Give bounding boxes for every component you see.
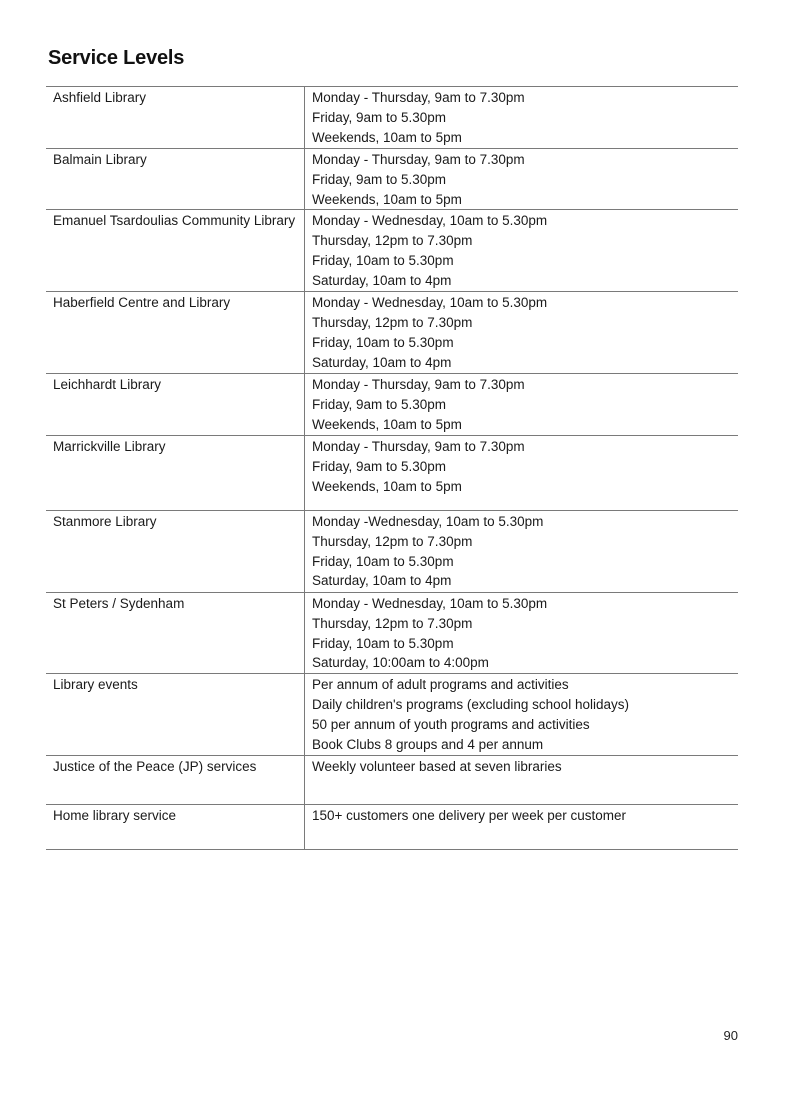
service-level-cell <box>305 87 739 149</box>
service-level-line: Weekends, 10am to 5pm <box>312 191 462 207</box>
service-level-line: Friday, 9am to 5.30pm <box>312 109 447 125</box>
service-level-line: Friday, 9am to 5.30pm <box>312 171 447 187</box>
table-row <box>46 592 738 674</box>
service-level-cell <box>305 674 739 756</box>
table-row <box>46 674 738 756</box>
service-level-line: Monday - Thursday, 9am to 7.30pm <box>312 151 525 167</box>
table-row <box>46 510 738 592</box>
service-name-cell: Haberfield Centre and Library <box>46 292 305 374</box>
service-level-line: Saturday, 10am to 4pm <box>312 354 452 370</box>
service-level-cell <box>305 373 739 435</box>
service-level-line: Weekends, 10am to 5pm <box>312 416 462 432</box>
service-level-line: Friday, 10am to 5.30pm <box>312 635 454 651</box>
table-row <box>46 804 738 849</box>
service-level-cell <box>305 592 739 674</box>
service-level-line: Monday - Wednesday, 10am to 5.30pm <box>312 295 548 311</box>
service-level-line: Monday - Wednesday, 10am to 5.30pm <box>312 213 548 229</box>
service-name-cell: Marrickville Library <box>46 435 305 510</box>
service-level-line: Thursday, 12pm to 7.30pm <box>312 233 473 249</box>
service-level-line: Friday, 9am to 5.30pm <box>312 396 447 412</box>
service-name-cell: Emanuel Tsardoulias Community Library <box>46 210 305 292</box>
service-level-line: Weekends, 10am to 5pm <box>312 478 462 494</box>
service-level-line: Thursday, 12pm to 7.30pm <box>312 314 473 330</box>
service-level-line: Saturday, 10:00am to 4:00pm <box>312 655 489 671</box>
page-title: Service Levels <box>48 47 185 69</box>
service-level-cell <box>305 148 739 210</box>
service-level-line: Monday - Thursday, 9am to 7.30pm <box>312 376 525 392</box>
service-level-line: Per annum of adult programs and activities <box>312 677 569 693</box>
table-row <box>46 435 738 510</box>
service-name-cell: Library events <box>46 674 305 756</box>
page-number: 90 <box>723 1028 738 1043</box>
service-level-line: Thursday, 12pm to 7.30pm <box>312 533 473 549</box>
table-row <box>46 148 738 210</box>
service-name-cell: Ashfield Library <box>46 87 305 149</box>
table-row <box>46 292 738 374</box>
service-level-line: Friday, 9am to 5.30pm <box>312 458 447 474</box>
service-level-line: Friday, 10am to 5.30pm <box>312 553 454 569</box>
service-name-cell: Justice of the Peace (JP) services <box>46 755 305 804</box>
service-name-cell: Home library service <box>46 804 305 849</box>
service-level-line: 150+ customers one delivery per week per customer <box>312 807 627 823</box>
service-level-line: Friday, 10am to 5.30pm <box>312 253 454 269</box>
service-level-cell <box>305 755 739 804</box>
service-level-line: Weekends, 10am to 5pm <box>312 129 462 145</box>
service-level-cell <box>305 210 739 292</box>
service-level-cell <box>305 804 739 849</box>
service-level-cell <box>305 435 739 510</box>
service-level-line: Weekly volunteer based at seven libraries <box>312 758 562 774</box>
service-level-cell <box>305 510 739 592</box>
service-level-line: Book Clubs 8 groups and 4 per annum <box>312 737 544 753</box>
service-level-line: Monday -Wednesday, 10am to 5.30pm <box>312 513 544 529</box>
service-level-line: Thursday, 12pm to 7.30pm <box>312 615 473 631</box>
service-level-line: Monday - Thursday, 9am to 7.30pm <box>312 90 525 105</box>
service-level-cell <box>305 292 739 374</box>
table-row <box>46 373 738 435</box>
service-level-line: Monday - Wednesday, 10am to 5.30pm <box>312 595 548 611</box>
service-level-line: Saturday, 10am to 4pm <box>312 573 452 589</box>
service-levels-table <box>46 86 738 850</box>
service-name-cell: St Peters / Sydenham <box>46 592 305 674</box>
table-row <box>46 755 738 804</box>
service-level-line: Friday, 10am to 5.30pm <box>312 334 454 350</box>
service-level-line: Monday - Thursday, 9am to 7.30pm <box>312 438 525 454</box>
service-level-line: Saturday, 10am to 4pm <box>312 273 452 289</box>
table-row <box>46 87 738 149</box>
table-row <box>46 210 738 292</box>
service-level-line: Daily children's programs (excluding school holidays) <box>312 697 629 713</box>
service-name-cell: Stanmore Library <box>46 510 305 592</box>
service-name-cell: Leichhardt Library <box>46 373 305 435</box>
service-name-cell: Balmain Library <box>46 148 305 210</box>
service-level-line: 50 per annum of youth programs and activities <box>312 717 590 733</box>
